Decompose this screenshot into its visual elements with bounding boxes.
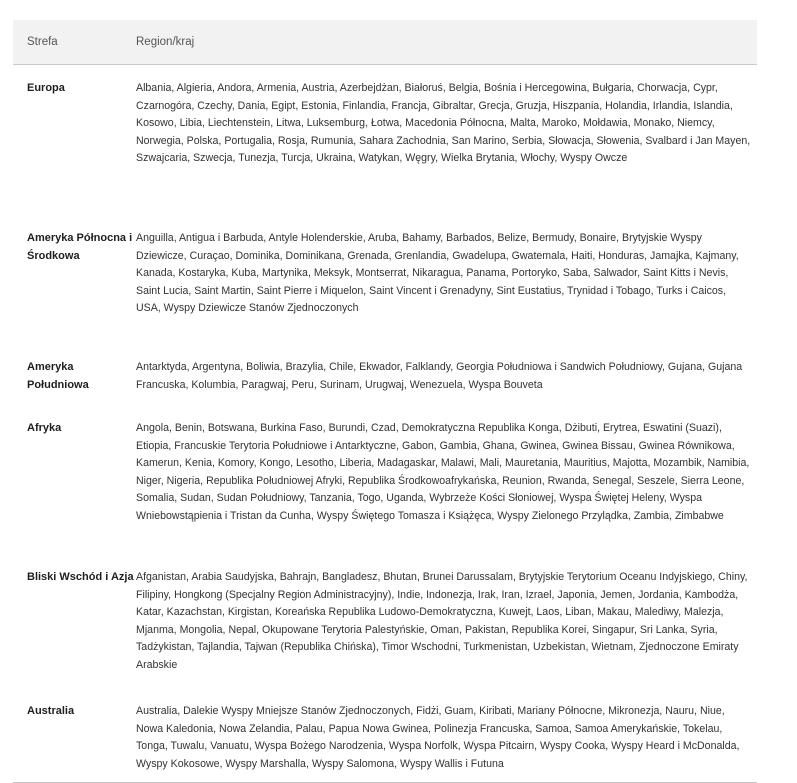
column-header-region: Region/kraj [136,36,195,48]
zone-cell: Ameryka Północna i Środkowa [27,232,133,262]
countries-cell: Angola, Benin, Botswana, Burkina Faso, Burundi, Czad, Demokratyczna Republika Konga, Dżibuti, Erytrea, Eswatini (Suazi), Etiopia, Francuskie Terytoria Południowe i Antarktyczne, Gabon, Gambia, Ghana, Gwinea, Gwinea Bissau, Gwinea Równikowa, Kamerun, Kenia, Komory, Kongo, Lesotho, Liberia, Madagaskar, Malawi, Mali, Mauretania, Mauritius, Majotta, Mozambik, Namibia, Niger, Nigeria, Republika Południowej Afryki, Republika Środkowoafrykańska, Reunion, Rwanda, Senegal, Seszele, Sierra Leone, Somalia, Sudan, Sudan Południowy, Tanzania, Togo, Uganda, Wybrzeże Kości Słoniowej, Wyspa Świętej Heleny, Wyspa Wniebowstąpienia i Tristan da Cunha, Wyspy Świętego Tomasza i Książęca, Wyspy Zielonego Przylądka, Zambia, Zimbabwe [136,422,750,522]
table-header [13,20,757,65]
column-header-zone: Strefa [27,36,58,48]
table-row [13,65,757,195]
table-row [13,195,757,326]
countries-cell: Antarktyda, Argentyna, Boliwia, Brazylia, Chile, Ekwador, Falklandy, Georgia Południowa i Sandwich Południowy, Gujana, Gujana Francuska, Kolumbia, Paragwaj, Peru, Surinam, Urugwaj, Wenezuela, Wyspa Bouveta [136,361,743,391]
zone-cell: Bliski Wschód i Azja [27,571,134,583]
region-table [13,20,757,783]
table-row [13,674,757,782]
zone-cell: Australia [27,705,75,717]
table-row [13,393,757,543]
countries-cell: Afganistan, Arabia Saudyjska, Bahrajn, Bangladesz, Bhutan, Brunei Darussalam, Brytyjskie Terytorium Oceanu Indyjskiego, Chiny, Filipiny, Hongkong (Specjalny Region Administracyjny), Indie, Indonezja, Irak, Iran, Izrael, Japonia, Jemen, Jordania, Kambodża, Katar, Kazachstan, Kirgistan, Koreańska Republika Ludowo-Demokratyczna, Kuwejt, Laos, Liban, Makau, Malediwy, Malezja, Mjanma, Mongolia, Nepal, Okupowane Terytoria Palestyńskie, Oman, Pakistan, Republika Korei, Singapur, Sri Lanka, Syria, Tadżykistan, Tajlandia, Tajwan (Republika Chińska), Timor Wschodni, Turkmenistan, Uzbekistan, Wietnam, Zjednoczone Emiraty Arabskie [136,571,748,671]
table-row [13,326,757,393]
zone-cell: Europa [27,82,65,94]
zone-cell: Afryka [27,422,62,434]
countries-cell: Anguilla, Antigua i Barbuda, Antyle Holenderskie, Aruba, Bahamy, Barbados, Belize, Bermudy, Bonaire, Brytyjskie Wyspy Dziewicze, Curaçao, Dominika, Dominikana, Grenada, Grenlandia, Gwadelupa, Gwatemala, Haiti, Honduras, Jamajka, Kajmany, Kanada, Kostaryka, Kuba, Martynika, Meksyk, Montserrat, Nikaragua, Panama, Portoryko, Saba, Salwador, Saint Kitts i Nevis, Saint Lucia, Saint Martin, Saint Pierre i Miquelon, Saint Vincent i Grenadyny, Sint Eustatius, Trynidad i Tobago, Turks i Caicos, USA, Wyspy Dziewicze Stanów Zjednoczonych [136,232,739,315]
zone-cell: Ameryka Południowa [27,361,89,391]
table-row [13,543,757,674]
countries-cell: Albania, Algieria, Andora, Armenia, Austria, Azerbejdżan, Białoruś, Belgia, Bośnia i Hercegowina, Bułgaria, Chorwacja, Cypr, Czarnogóra, Czechy, Dania, Egipt, Estonia, Finlandia, Francja, Gibraltar, Grecja, Gruzja, Hiszpania, Holandia, Irlandia, Islandia, Kosowo, Libia, Liechtenstein, Litwa, Luksemburg, Łotwa, Macedonia Północna, Malta, Maroko, Mołdawia, Monako, Niemcy, Norwegia, Polska, Portugalia, Rosja, Rumunia, Sahara Zachodnia, San Marino, Serbia, Słowacja, Słowenia, Svalbard i Jan Mayen, Szwajcaria, Szwecja, Tunezja, Turcja, Ukraina, Watykan, Węgry, Wielka Brytania, Włochy, Wyspy Owcze [136,82,751,165]
countries-cell: Australia, Dalekie Wyspy Mniejsze Stanów Zjednoczonych, Fidżi, Guam, Kiribati, Mariany Północne, Mikronezja, Nauru, Niue, Nowa Kaledonia, Nowa Zelandia, Palau, Papua Nowa Gwinea, Polinezja Francuska, Samoa, Samoa Amerykańskie, Tokelau, Tonga, Tuwalu, Vanuatu, Wyspa Bożego Narodzenia, Wyspa Norfolk, Wyspa Pitcairn, Wyspy Cooka, Wyspy Heard i McDonalda, Wyspy Kokosowe, Wyspy Marshalla, Wyspy Salomona, Wyspy Wallis i Futuna [136,705,740,770]
